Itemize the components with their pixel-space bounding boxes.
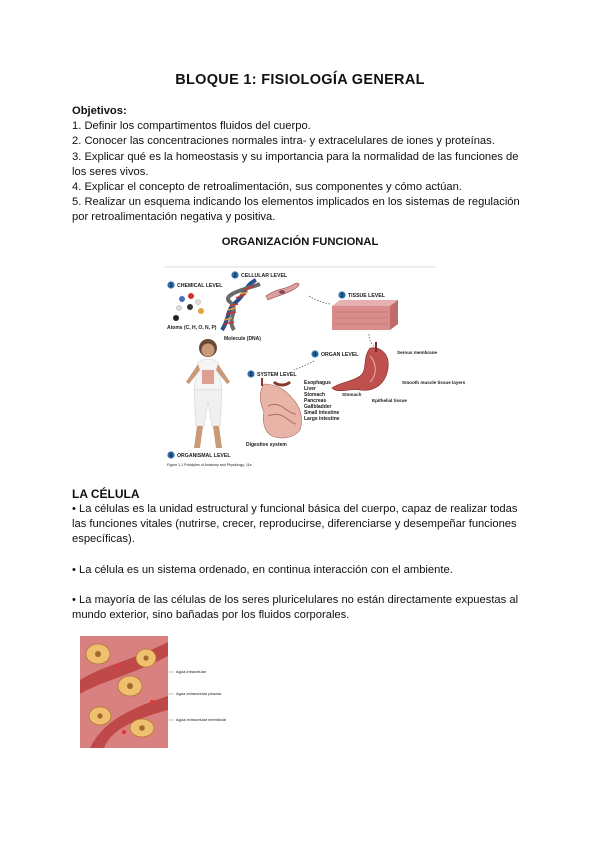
chemical-level-label: CHEMICAL LEVEL — [177, 283, 223, 289]
stomach-label: Stomach — [342, 392, 362, 397]
cell-paragraph: • La célula es un sistema ordenado, en continua interacción con el ambiente. — [72, 563, 453, 576]
objectives-block — [72, 104, 522, 226]
level-number: 4 — [313, 351, 317, 358]
cell-paragraph: • La mayoría de las células de los seres pluricelulares no están directamente expuestas al mundo exterior, sino bañadas por los fluidos corporales. — [72, 593, 519, 622]
organ-label: Esophagus — [304, 380, 331, 386]
level-number: 3 — [340, 292, 344, 299]
cell-section-text — [72, 502, 522, 623]
fluid-label: Agua intracelular — [176, 669, 207, 674]
cellular-level-label: CELLULAR LEVEL — [241, 273, 288, 279]
tissue-level-label: TISSUE LEVEL — [348, 293, 385, 299]
organ-label: Stomach — [304, 392, 326, 398]
page-title: BLOQUE 1: FISIOLOGÍA GENERAL — [175, 72, 425, 88]
level-number: 1 — [169, 282, 173, 289]
body-fluids-figure — [80, 636, 227, 748]
objectives-heading: Objetivos: — [72, 105, 127, 117]
objective-item: 2. Conocer las concentraciones normales intra- y extracelulares de iones y proteínas. — [72, 135, 495, 148]
epithelial-label: Epithelial tissue — [372, 398, 407, 403]
serous-label: Serous membrane — [397, 350, 438, 355]
organ-label: Small intestine — [304, 410, 340, 416]
organ-level-label: ORGAN LEVEL — [321, 352, 359, 358]
objective-item: 1. Definir los compartimentos fluidos del cuerpo. — [72, 120, 311, 133]
cell-paragraph: • La células es la unidad estructural y funcional básica del cuerpo, capaz de realizar todas las funciones vitales (nutrirse, crecer, reproducirse, diferenciarse y desempeñar funciones específicas). — [72, 503, 518, 546]
organization-levels-figure — [164, 266, 466, 472]
organ-label: Pancreas — [304, 398, 327, 404]
organismal-level-label: ORGANISMAL LEVEL — [177, 453, 231, 459]
digestive-system-label: Digestive system — [246, 442, 287, 448]
objective-item: 3. Explicar qué es la homeostasis y su importancia para la normalidad de las funciones de los seres vivos. — [72, 150, 519, 178]
level-number: 6 — [169, 452, 173, 459]
cell-section-heading: LA CÉLULA — [72, 487, 140, 501]
organ-label: Large intestine — [304, 416, 340, 422]
organ-label: Gallbladder — [304, 404, 332, 410]
fluid-label: Agua extracelular intersticial — [176, 717, 227, 722]
figure-caption: Figure 1.1 Principles of Anatomy and Physiology, 11e — [167, 463, 252, 467]
org-section-heading: ORGANIZACIÓN FUNCIONAL — [221, 236, 379, 248]
fluid-label: Agua extracelular plasma — [176, 691, 222, 696]
level-number: 2 — [233, 272, 237, 279]
smooth-label: Smooth muscle tissue layers — [402, 380, 466, 385]
system-level-label: SYSTEM LEVEL — [257, 372, 297, 378]
level-number: 5 — [249, 371, 253, 378]
organ-label: Liver — [304, 386, 316, 392]
tissue-illustration — [332, 300, 398, 330]
molecule-label: Molecule (DNA) — [224, 336, 261, 342]
objective-item: 5. Realizar un esquema indicando los elementos implicados en los sistemas de regulación por retroalimentación negativa y positiva. — [72, 196, 520, 224]
atoms-label: Atoms (C, H, O, N, P) — [167, 325, 217, 331]
objective-item: 4. Explicar el concepto de retroalimentación, sus componentes y cómo actúan. — [72, 181, 462, 194]
